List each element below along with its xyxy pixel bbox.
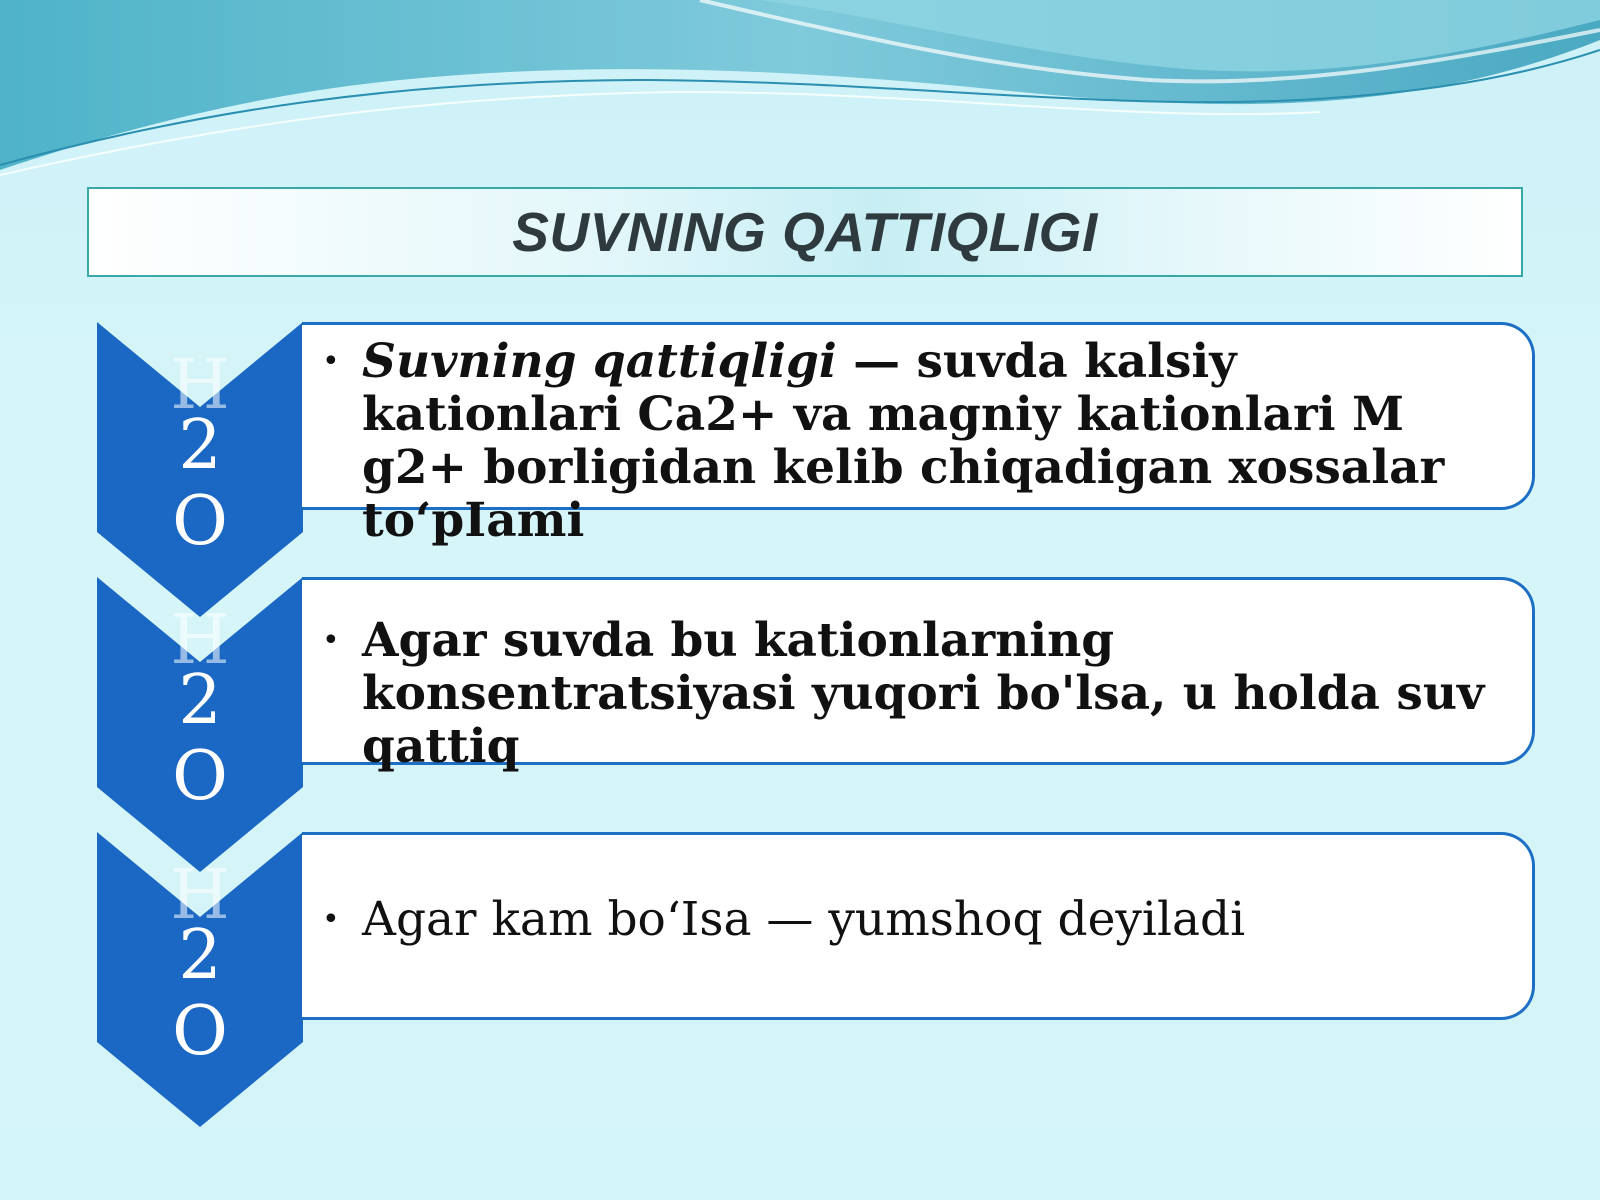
chevron-glyph-2: 2 — [178, 916, 222, 995]
chevron-glyph-o: O — [172, 482, 228, 561]
chevron-label — [97, 348, 303, 560]
item-body: Agar suvda bu kationlarning konsentratsiyasi yuqori bo'lsa, u holda suv qattiq — [362, 613, 1485, 774]
header-waves — [0, 0, 1600, 200]
item-body: Agar kam bo‘Isa — yumshoq deyiladi — [362, 892, 1246, 947]
chevron-glyph-h: H — [170, 858, 230, 918]
title-box — [87, 187, 1523, 277]
item-text — [322, 334, 1502, 548]
item-card — [302, 322, 1535, 548]
list-item — [97, 832, 1537, 1127]
list-item — [97, 322, 1537, 617]
item-term: Suvning qattiqligi — [362, 334, 837, 389]
bullet-icon: • — [322, 344, 340, 379]
chevron-glyph-2: 2 — [178, 661, 222, 740]
item-card — [302, 832, 1535, 1020]
bullet-icon: • — [322, 623, 340, 658]
chevron-label — [97, 603, 303, 815]
chevron-glyph-h: H — [170, 603, 230, 663]
chevron-glyph-2: 2 — [178, 406, 222, 485]
chevron-glyph-o: O — [172, 737, 228, 816]
item-text — [322, 613, 1502, 774]
item-body: — suvda kalsiy kationlari Ca2+ va magniy kationlari M g2+ borligidan kelib chiqadigan xossalar to‘pIami — [362, 334, 1445, 548]
bullet-icon: • — [322, 902, 340, 937]
chevron-glyph-h: H — [170, 348, 230, 408]
chevron-label — [97, 858, 303, 1070]
item-text — [322, 892, 1502, 947]
list-item — [97, 577, 1537, 872]
chevron-glyph-o: O — [172, 992, 228, 1071]
page-title: SUVNING QATTIQLIGI — [512, 201, 1098, 263]
item-card — [302, 577, 1535, 774]
